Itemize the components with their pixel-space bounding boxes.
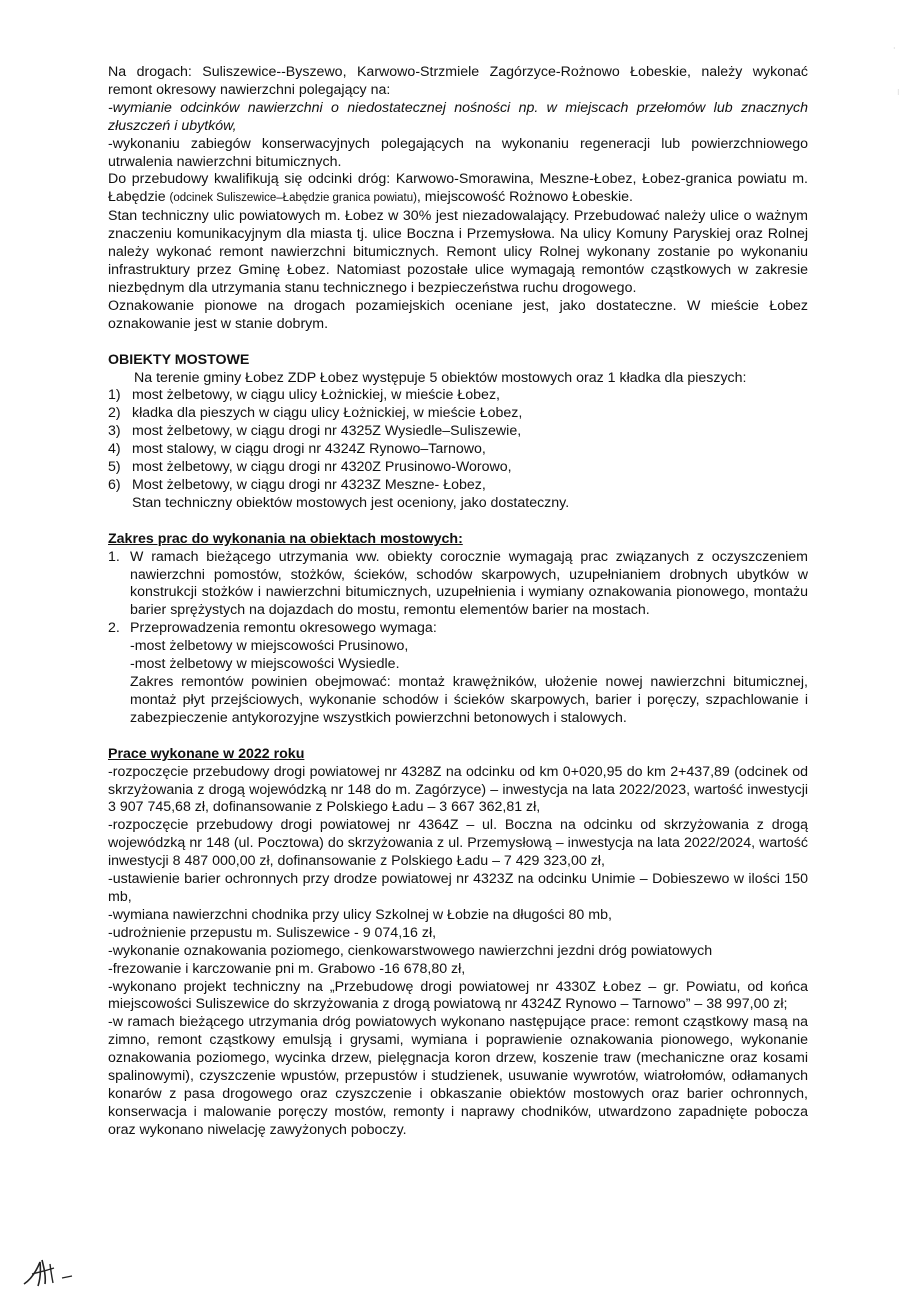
scope-heading: Zakres prac do wykonania na obiektach mostowych: bbox=[108, 530, 463, 547]
scan-mark: ⁝ bbox=[897, 88, 900, 97]
works-item: -wykonano projekt techniczny na „Przebudowę drogi powiatowej nr 4330Z Łobez – gr. Powiatu, od końca miejscowości Suliszewice do skrzyżowania z drogą powiatową nr 4324Z Rynowo – Tarnowo” – 38 997,00 zł; bbox=[108, 978, 808, 1013]
works-item: -frezowanie i karczowanie pni m. Grabowo -16 678,80 zł, bbox=[108, 960, 466, 977]
bridges-heading: OBIEKTY MOSTOWE bbox=[108, 351, 250, 368]
works-item: -ustawienie barier ochronnych przy drodze powiatowej nr 4323Z na odcinku Unimie – Dobieszewo w ilości 150 mb, bbox=[108, 871, 808, 905]
list-number: 2) bbox=[108, 405, 121, 422]
list-text: most żelbetowy, w ciągu ulicy Łożnickiej, w mieście Łobez, bbox=[132, 387, 500, 404]
scan-mark: · bbox=[893, 44, 896, 53]
list-text: most żelbetowy, w ciągu drogi nr 4325Z Wysiedle–Suliszewie, bbox=[132, 423, 522, 440]
works-heading: Prace wykonane w 2022 roku bbox=[108, 745, 305, 762]
works-item: -rozpoczęcie przebudowy drogi powiatowej nr 4328Z na odcinku od km 0+020,95 do km 2+437,89 (odcinek od skrzyżowania z drogą wojewódzką nr 148 do m. Zagórzyce) – inwestycja na lata 2022/2023, wartość inwestycji 3 907 745,68 zł, dofinansowanie z Polskiego Ładu – 3 667 362,81 zł, bbox=[108, 763, 808, 816]
list-number: 1. bbox=[108, 548, 120, 565]
list-item bbox=[108, 405, 808, 423]
list-subitem: -most żelbetowy w miejscowości Wysiedle. bbox=[130, 656, 400, 673]
list-item bbox=[108, 477, 808, 495]
handwritten-signature-icon bbox=[20, 1250, 90, 1295]
roads-intro-paragraph: Na drogach: Suliszewice--Byszewo, Karwowo-Strzmiele Zagórzyce-Rożnowo Łobeskie, należy wykonać remont okresowy nawierzchni polegający na: bbox=[108, 64, 808, 98]
list-text: Most żelbetowy, w ciągu drogi nr 4323Z Meszne- Łobez, bbox=[132, 476, 486, 493]
works-item: -wykonanie oznakowania poziomego, cienkowarstwowego nawierzchni jezdni dróg powiatowych bbox=[108, 942, 713, 959]
list-item bbox=[108, 459, 808, 477]
list-item bbox=[108, 620, 808, 727]
works-item: -w ramach bieżącego utrzymania dróg powiatowych wykonano następujące prace: remont cząstkowy masą na zimno, remont cząstkowy emulsją i grysami, wymiana i poprawienie oznakowania pionowego, wykonanie oznakowania poziomego, wycinka drzew, pielęgnacja koron drzew, koszenie traw (mechaniczne oraz kosami spalinowymi), czyszczenie wpustów, przepustów i studzienek, usuwanie wywrotów, wiatrołomów, odłamanych konarów z pasa drogowego oraz czyszczenie i obkaszanie obiektów mostowych oraz barier ochronnych, konserwacja i malowanie poręczy mostów, remonty i naprawy chodników, utwardzono zapadnięte pobocza oraz wykonano niwelację zawyżonych poboczy. bbox=[108, 1014, 808, 1138]
rebuild-paragraph bbox=[108, 171, 808, 208]
rebuild-text: Do przebudowy kwalifikują się odcinki dróg: Karwowo-Smorawina, Meszne-Łobez, Łobez-granica powiatu m. Łabędzie bbox=[108, 171, 808, 206]
rebuild-note: (odcinek Suliszewice–Łabędzie granica powiatu) bbox=[169, 192, 417, 205]
list-text: most stalowy, w ciągu drogi nr 4324Z Rynowo–Tarnowo, bbox=[132, 441, 486, 458]
list-number: 4) bbox=[108, 441, 121, 458]
streets-paragraph: Stan techniczny ulic powiatowych m. Łobez w 30% jest niezadowalający. Przebudować należy ulice o ważnym znaczeniu komunikacyjnym dla miasta tj. ulice Boczna i Przemysłowa. Na ulicy Komuny Paryskiej oraz Rolnej należy wykonać remont nawierzchni bitumicznych. Remont ulicy Rolnej wykonany zostanie po wykonaniu infrastruktury przez Gminę Łobez. Natomiast pozostałe ulice wymagają remontów cząstkowych w zakresie niezbędnym dla utrzymania stanu technicznego i bezpieczeństwa ruchu drogowego. bbox=[108, 208, 808, 296]
scope-list bbox=[108, 549, 808, 728]
bridges-status: Stan techniczny obiektów mostowych jest oceniony, jako dostateczny. bbox=[132, 494, 570, 511]
list-item bbox=[108, 549, 808, 621]
works-item: -udrożnienie przepustu m. Suliszewice - 9 074,16 zł, bbox=[108, 924, 437, 941]
bridges-intro: Na terenie gminy Łobez ZDP Łobez występuje 5 obiektów mostowych oraz 1 kładka dla pieszych: bbox=[134, 369, 747, 386]
list-subitem: Zakres remontów powinien obejmować: montaż krawężników, ułożenie nowej nawierzchni bitumicznej, montaż płyt przejściowych, wykonanie schodów i ścieków skarpowych, barier i poręczy, szpachlowanie i zabezpieczenie antykorozyjne wszystkich powierzchni betonowych i stalowych. bbox=[130, 674, 808, 726]
list-number: 1) bbox=[108, 387, 121, 404]
list-item bbox=[108, 423, 808, 441]
list-text: kładka dla pieszych w ciągu ulicy Łożnickiej, w mieście Łobez, bbox=[132, 405, 523, 422]
works-item: -wymiana nawierzchni chodnika przy ulicy Szkolnej w Łobzie na długości 80 mb, bbox=[108, 906, 612, 923]
list-text: W ramach bieżącego utrzymania ww. obiekty corocznie wymagają prac związanych z oczyszczeniem nawierzchni pomostów, stożków, ścieków, schodów skarpowych, uzupełnianiem drobnych ubytków w konstrukcji stożków i nawierzchni bitumicznych, uzupełnienia i wymiany oznakowania pionowego, montażu barier sprężystych na dojazdach do mostu, remontu elementów barier na mostach. bbox=[130, 548, 808, 619]
list-text: most żelbetowy, w ciągu drogi nr 4320Z Prusinowo-Worowo, bbox=[132, 459, 512, 476]
works-item: -rozpoczęcie przebudowy drogi powiatowej nr 4364Z – ul. Boczna na odcinku od skrzyżowania z drogą wojewódzką nr 148 (ul. Pocztowa) do skrzyżowania z ul. Przemysłową – inwestycja na lata 2022/2024, wartość inwestycji 8 487 000,00 zł, dofinansowanie z Polskiego Ładu – 7 429 323,00 zł, bbox=[108, 817, 808, 870]
list-item bbox=[108, 387, 808, 405]
signage-paragraph: Oznakowanie pionowe na drogach pozamiejskich oceniane jest, jako dostateczne. W mieście Łobez oznakowanie jest w stanie dobrym. bbox=[108, 297, 808, 332]
list-text: Przeprowadzenia remontu okresowego wymaga: bbox=[130, 620, 437, 637]
list-subitem: -most żelbetowy w miejscowości Prusinowo, bbox=[130, 638, 409, 655]
list-item bbox=[108, 441, 808, 459]
bridges-list bbox=[108, 387, 808, 494]
list-number: 2. bbox=[108, 620, 120, 637]
list-number: 6) bbox=[108, 476, 121, 493]
roads-repair-item: -wymianie odcinków nawierzchni o niedostatecznej nośności np. w miejscach przełomów lub znacznych złuszczeń i ubytków, bbox=[108, 99, 808, 134]
document-content bbox=[108, 64, 808, 1140]
roads-repair-item: -wykonaniu zabiegów konserwacyjnych polegających na wykonaniu regeneracji lub powierzchniowego utrwalenia nawierzchni bitumicznych. bbox=[108, 135, 808, 170]
list-number: 3) bbox=[108, 423, 121, 440]
list-number: 5) bbox=[108, 459, 121, 476]
rebuild-text-end: , miejscowość Rożnowo Łobeskie. bbox=[416, 189, 633, 206]
